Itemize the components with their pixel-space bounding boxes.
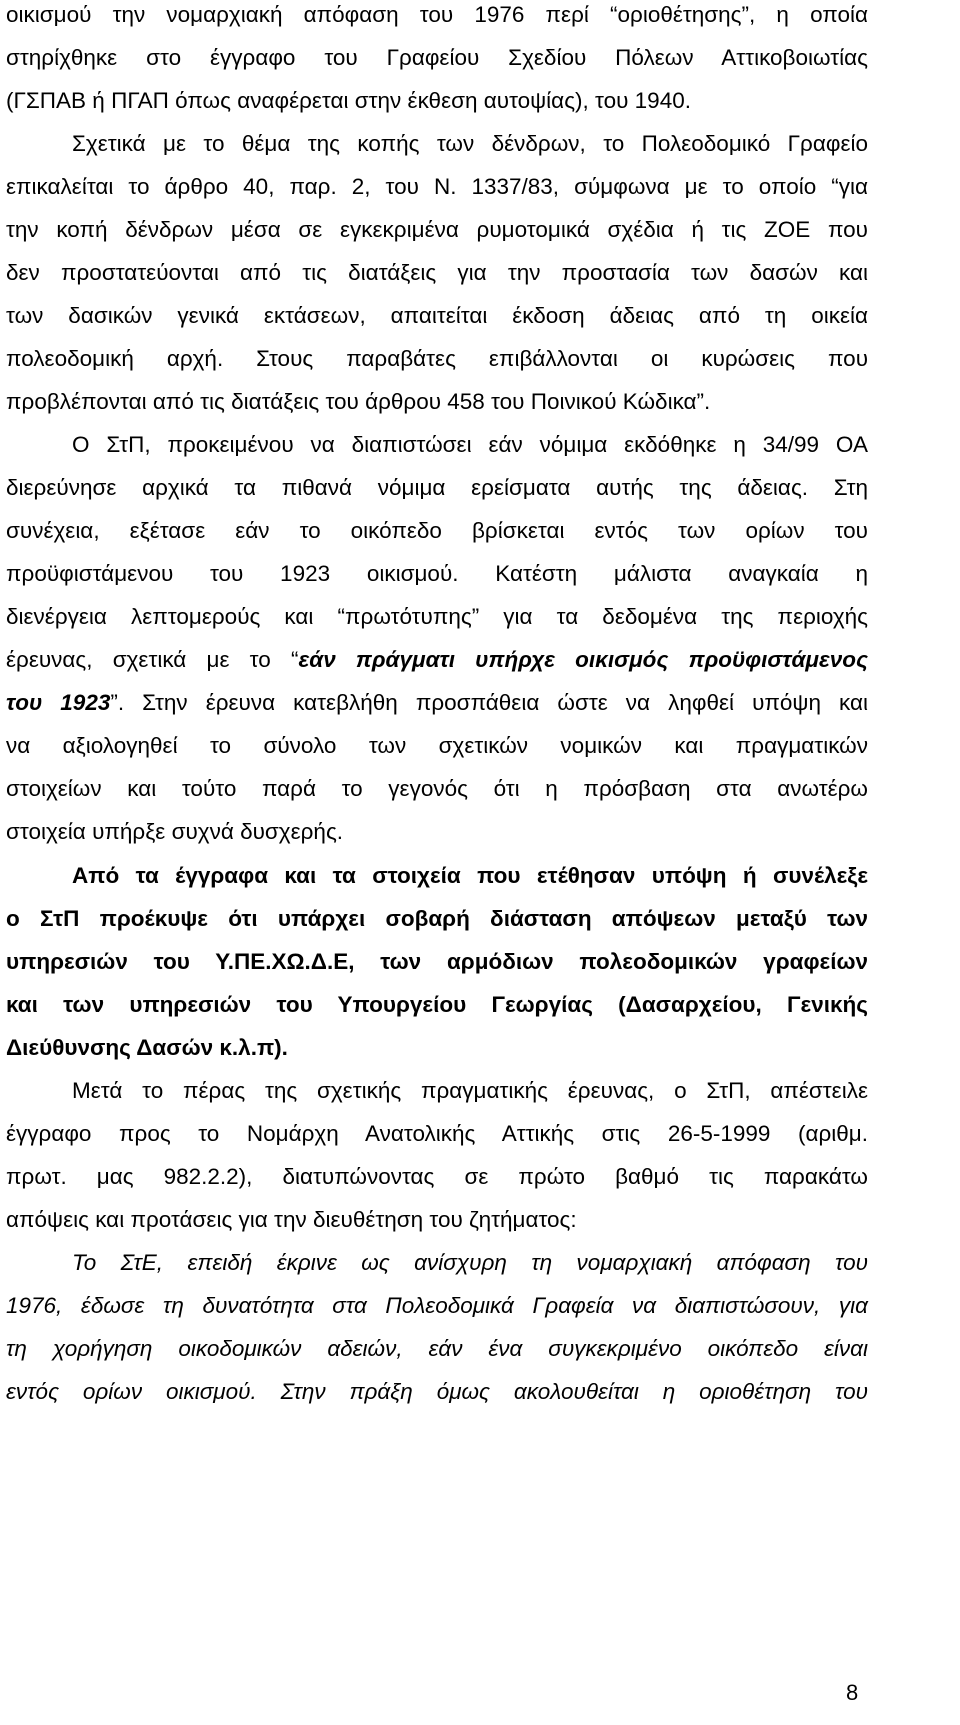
text-line xyxy=(6,215,868,245)
text-line xyxy=(72,1248,868,1278)
text-line xyxy=(6,473,868,503)
text-line xyxy=(6,258,868,288)
text-span: Σχετικά με το θέμα της κοπής των δένδρων, το Πολεοδομικό Γραφείο xyxy=(72,131,868,156)
text-line xyxy=(6,1377,868,1407)
text-span: Διεύθυνσης Δασών κ.λ.π). xyxy=(6,1035,288,1060)
text-line xyxy=(6,387,868,417)
text-line xyxy=(6,688,868,718)
text-span: Μετά το πέρας της σχετικής πραγματικής έρευνας, ο ΣτΠ, απέστειλε xyxy=(72,1078,868,1103)
text-span: στηρίχθηκε στο έγγραφο του Γραφείου Σχεδίου Πόλεων Αττικοβοιωτίας xyxy=(6,45,868,70)
text-span: επικαλείται το άρθρο 40, παρ. 2, του Ν. 1337/83, σύμφωνα με το οποίο “για xyxy=(6,174,868,199)
text-line xyxy=(6,774,868,804)
text-line xyxy=(72,129,868,159)
text-line xyxy=(6,86,868,116)
text-line xyxy=(6,1119,868,1149)
text-span: Από τα έγγραφα και τα στοιχεία που ετέθησαν υπόψη ή συνέλεξε xyxy=(72,863,868,888)
text-line xyxy=(6,1334,868,1364)
text-line xyxy=(6,1291,868,1321)
text-span: έγγραφο προς το Νομάρχη Ανατολικής Αττικής στις 26-5-1999 (αριθμ. xyxy=(6,1121,868,1146)
text-line xyxy=(6,947,868,977)
text-span: τη χορήγηση οικοδομικών αδειών, εάν ένα συγκεκριμένο οικόπεδο είναι xyxy=(6,1336,868,1361)
text-line xyxy=(6,1162,868,1192)
text-span: στοιχεία υπήρξε συχνά δυσχερής. xyxy=(6,819,344,844)
text-span: προϋφιστάμενου του 1923 οικισμού. Κατέστη μάλιστα αναγκαία η xyxy=(6,561,868,586)
text-line xyxy=(6,990,868,1020)
page-number: 8 xyxy=(846,1680,859,1705)
text-span: του 1923 xyxy=(6,690,111,715)
text-line xyxy=(6,344,868,374)
text-span: Ο ΣτΠ, προκειμένου να διαπιστώσει εάν νόμιμα εκδόθηκε η 34/99 ΟΑ xyxy=(72,432,868,457)
text-line xyxy=(6,817,868,847)
text-line xyxy=(6,602,868,632)
text-span: εάν πράγματι υπήρχε οικισμός προϋφιστάμενος xyxy=(298,647,868,672)
text-line xyxy=(6,731,868,761)
text-line xyxy=(72,1076,868,1106)
text-line xyxy=(6,301,868,331)
text-span: οικισμού την νομαρχιακή απόφαση του 1976 περί “οριοθέτησης”, η οποία xyxy=(6,2,868,27)
text-span: ο ΣτΠ προέκυψε ότι υπάρχει σοβαρή διάσταση απόψεων μεταξύ των xyxy=(6,906,868,931)
text-span: την κοπή δένδρων μέσα σε εγκεκριμένα ρυμοτομικά σχέδια ή τις ΖΟΕ που xyxy=(6,217,868,242)
text-span: ”. Στην έρευνα κατεβλήθη προσπάθεια ώστε να ληφθεί υπόψη και xyxy=(110,690,868,715)
text-span: Το ΣτΕ, επειδή έκρινε ως ανίσχυρη τη νομαρχιακή απόφαση του xyxy=(72,1250,868,1275)
text-line xyxy=(6,172,868,202)
text-span: προβλέπονται από τις διατάξεις του άρθρου 458 του Ποινικού Κώδικα”. xyxy=(6,389,711,414)
text-line xyxy=(6,559,868,589)
text-span: συνέχεια, εξέτασε εάν το οικόπεδο βρίσκεται εντός των ορίων του xyxy=(6,518,868,543)
text-line xyxy=(6,1205,868,1235)
text-line xyxy=(6,645,868,675)
text-span: εντός ορίων οικισμού. Στην πράξη όμως ακολουθείται η οριοθέτηση του xyxy=(6,1379,868,1404)
text-span: πρωτ. μας 982.2.2), διατυπώνοντας σε πρώτο βαθμό τις παρακάτω xyxy=(6,1164,868,1189)
text-span: δεν προστατεύονται από τις διατάξεις για την προστασία των δασών και xyxy=(6,260,868,285)
text-line xyxy=(72,861,868,891)
text-span: διενέργεια λεπτομερούς και “πρωτότυπης” για τα δεδομένα της περιοχής xyxy=(6,604,868,629)
text-span: έρευνας, σχετικά με το “ xyxy=(6,647,299,672)
text-span: των δασικών γενικά εκτάσεων, απαιτείται έκδοση άδειας από τη οικεία xyxy=(6,303,868,328)
text-span: υπηρεσιών του Υ.ΠΕ.ΧΩ.Δ.Ε, των αρμόδιων πολεοδομικών γραφείων xyxy=(6,949,868,974)
text-line xyxy=(6,1033,868,1063)
text-span: και των υπηρεσιών του Υπουργείου Γεωργίας (Δασαρχείου, Γενικής xyxy=(6,992,868,1017)
text-span: διερεύνησε αρχικά τα πιθανά νόμιμα ερείσματα αυτής της άδειας. Στη xyxy=(6,475,868,500)
text-span: 1976, έδωσε τη δυνατότητα στα Πολεοδομικά Γραφεία να διαπιστώσουν, για xyxy=(6,1293,868,1318)
text-span: πολεοδομική αρχή. Στους παραβάτες επιβάλλονται οι κυρώσεις που xyxy=(6,346,868,371)
text-line xyxy=(6,43,868,73)
text-span: να αξιολογηθεί το σύνολο των σχετικών νομικών και πραγματικών xyxy=(6,733,868,758)
text-line xyxy=(6,904,868,934)
text-span: απόψεις και προτάσεις για την διευθέτηση του ζητήματος: xyxy=(6,1207,577,1232)
text-span: (ΓΣΠΑΒ ή ΠΓΑΠ όπως αναφέρεται στην έκθεση αυτοψίας), του 1940. xyxy=(6,88,691,113)
text-line xyxy=(6,516,868,546)
text-line xyxy=(6,0,868,30)
text-line xyxy=(72,430,868,460)
text-span: στοιχείων και τούτο παρά το γεγονός ότι η πρόσβαση στα ανωτέρω xyxy=(6,776,868,801)
